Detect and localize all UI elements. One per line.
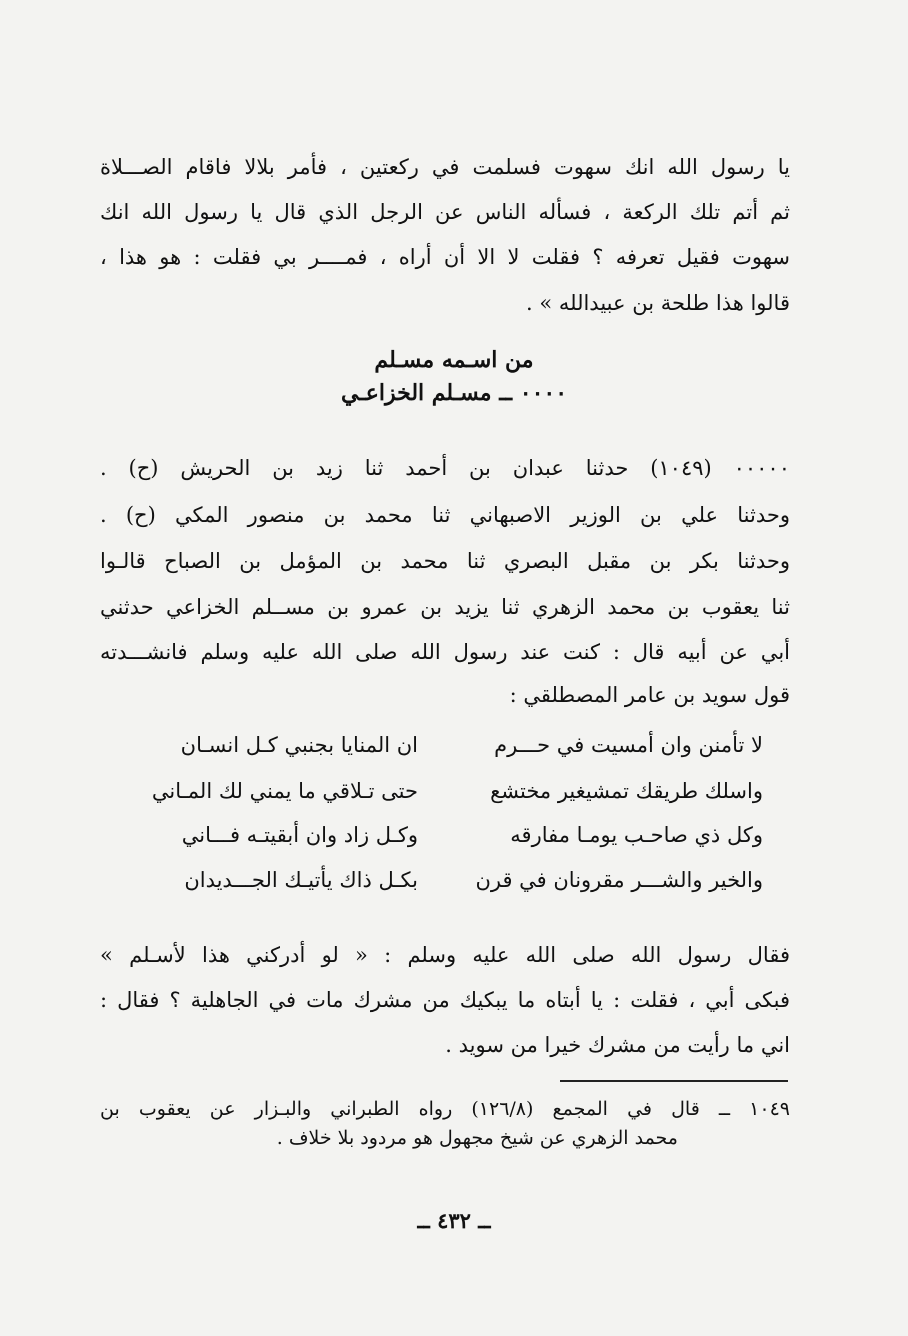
- footnote-line: محمد الزهري عن شيخ مجهول هو مردود بلا خلاف .: [276, 1127, 678, 1149]
- text-line: يا رسول الله انك سهوت فسلمت في ركعتين ، فأمر بلالا فاقام الصـــلاة: [100, 155, 790, 179]
- closing-line: فبكى أبي ، فقلت : يا أبتاه ما يبكيك من مشرك مات في الجاهلية ؟ فقال :: [100, 988, 790, 1012]
- footnote-line: ١٠٤٩ ــ قال في المجمع (١٢٦/٨) رواه الطبراني والبـزار عن يعقوب بن: [100, 1098, 790, 1120]
- verse-first-hemistich: وكل ذي صاحـب يومـا مفارقه: [510, 823, 763, 847]
- verse-second-hemistich: حتى تـلاقي ما يمني لك المـاني: [151, 779, 418, 803]
- hadith-line: قول سويد بن عامر المصطلقي :: [509, 683, 790, 707]
- verse-first-hemistich: لا تأمنن وان أمسيت في حـــرم: [494, 733, 763, 757]
- hadith-line: أبي عن أبيه قال : كنت عند رسول الله صلى الله عليه وسلم فانشـــدته: [100, 640, 790, 664]
- closing-line: اني ما رأيت من مشرك خيرا من سويد .: [445, 1033, 790, 1057]
- page-number: ــ ٤٣٢ ــ: [417, 1208, 491, 1233]
- hadith-line: وحدثنا علي بن الوزير الاصبهاني ثنا محمد بن منصور المكي (ح) .: [100, 503, 790, 527]
- hadith-line: ثنا يعقوب بن محمد الزهري ثنا يزيد بن عمرو بن مســلم الخزاعي حدثني: [100, 595, 790, 619]
- hadith-line: ٠٠٠٠٠ (١٠٤٩) حدثنا عبدان بن أحمد ثنا زيد بن الحريش (ح) .: [100, 456, 790, 480]
- text-line: ثم أتم تلك الركعة ، فسأله الناس عن الرجل الذي قال يا رسول الله انك: [100, 200, 790, 224]
- section-heading: من اسـمه مسـلم: [374, 347, 534, 373]
- text-line: قالوا هذا طلحة بن عبيدالله » .: [525, 291, 790, 315]
- footnote-divider: [560, 1080, 788, 1082]
- hadith-line: وحدثنا بكر بن مقبل البصري ثنا محمد بن المؤمل بن الصباح قالـوا: [100, 549, 790, 573]
- section-subheading: ٠٠٠٠ ــ مسـلم الخزاعـي: [340, 380, 568, 406]
- verse-first-hemistich: والخير والشـــر مقرونان في قرن: [475, 868, 763, 892]
- text-line: سهوت فقيل تعرفه ؟ فقلت لا الا أن أراه ، فمــــر بي فقلت : هو هذا ،: [100, 245, 790, 269]
- verse-first-hemistich: واسلك طريقك تمشيغير مختشع: [490, 779, 763, 803]
- verse-second-hemistich: ان المنايا بجنبي كـل انسـان: [180, 733, 418, 757]
- closing-line: فقال رسول الله صلى الله عليه وسلم : « لو أدركني هذا لأسـلم »: [100, 943, 790, 967]
- verse-second-hemistich: بكـل ذاك يأتيـك الجـــديدان: [184, 868, 418, 892]
- verse-second-hemistich: وكـل زاد وان أبقيتـه فـــاني: [181, 823, 418, 847]
